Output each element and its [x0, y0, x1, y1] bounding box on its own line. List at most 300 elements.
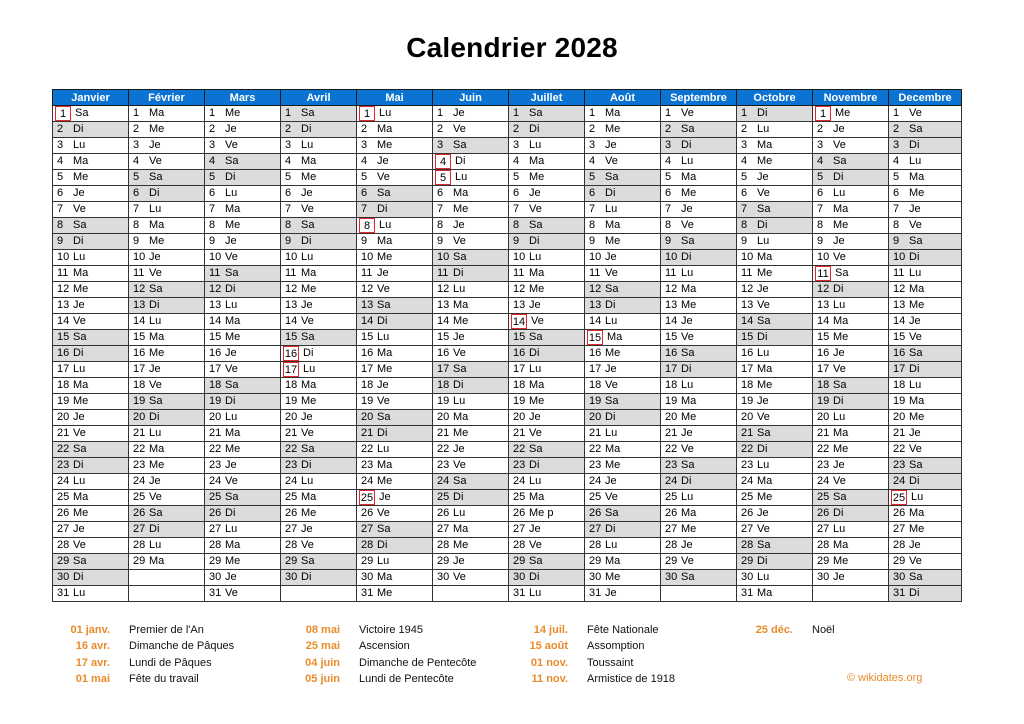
day-number: 14	[57, 315, 70, 327]
weekday-abbr: Ma	[605, 107, 621, 119]
day-number: 24	[589, 475, 602, 487]
day-number: 15	[893, 331, 906, 343]
weekday-abbr: Lu	[911, 491, 924, 503]
weekday-abbr: Je	[833, 571, 845, 583]
weekday-abbr: Di	[301, 235, 312, 247]
day-number: 22	[133, 443, 146, 455]
credit-link[interactable]: © wikidates.org	[847, 672, 923, 684]
day-number: 2	[361, 123, 368, 135]
day-cell	[281, 362, 357, 378]
day-cell	[585, 410, 661, 426]
day-cell	[889, 458, 962, 474]
weekday-abbr: Ma	[681, 507, 697, 519]
day-cell	[433, 538, 509, 554]
day-cell	[661, 106, 737, 122]
day-number: 20	[133, 411, 146, 423]
day-cell	[357, 522, 433, 538]
day-cell	[661, 538, 737, 554]
day-cell	[813, 538, 889, 554]
day-cell	[813, 458, 889, 474]
day-number: 23	[741, 459, 754, 471]
holiday-date: 01 mai	[75, 672, 110, 685]
day-number: 14	[361, 315, 374, 327]
day-number: 31	[209, 587, 222, 599]
weekday-abbr: Lu	[73, 251, 86, 263]
day-number: 8	[741, 219, 748, 231]
day-cell	[737, 330, 813, 346]
day-cell	[281, 394, 357, 410]
weekday-abbr: Di	[833, 395, 844, 407]
weekday-abbr: Lu	[377, 555, 390, 567]
day-cell	[357, 490, 433, 506]
day-number: 15	[741, 331, 754, 343]
day-cell	[205, 410, 281, 426]
weekday-abbr: Lu	[301, 139, 314, 151]
day-cell	[509, 330, 585, 346]
day-number: 5	[665, 171, 672, 183]
day-number: 17	[513, 363, 526, 375]
weekday-abbr: Sa	[73, 555, 87, 567]
month-header: Decembre	[889, 90, 962, 106]
day-number: 1	[741, 107, 748, 119]
weekday-abbr: Me	[301, 395, 317, 407]
weekday-abbr: Sa	[835, 267, 849, 279]
day-cell	[129, 106, 205, 122]
day-cell	[357, 250, 433, 266]
weekday-abbr: Di	[605, 411, 616, 423]
day-number: 13	[513, 299, 526, 311]
weekday-abbr: Di	[301, 123, 312, 135]
holiday-date: 25 mai	[305, 640, 340, 653]
day-cell	[129, 170, 205, 186]
weekday-abbr: Je	[681, 539, 693, 551]
day-cell	[737, 410, 813, 426]
day-cell	[281, 218, 357, 234]
weekday-abbr: Ve	[225, 251, 238, 263]
day-cell	[737, 522, 813, 538]
day-cell	[281, 122, 357, 138]
weekday-abbr: Ve	[909, 219, 922, 231]
day-cell	[585, 218, 661, 234]
day-cell	[129, 378, 205, 394]
weekday-abbr: Di	[455, 155, 466, 167]
weekday-abbr: Sa	[301, 443, 315, 455]
day-cell	[737, 362, 813, 378]
day-number: 14	[893, 315, 906, 327]
day-cell	[737, 266, 813, 282]
day-cell	[129, 410, 205, 426]
weekday-abbr: Je	[757, 171, 769, 183]
weekday-abbr: Ma	[681, 283, 697, 295]
weekday-abbr: Ma	[149, 107, 165, 119]
day-row	[53, 586, 962, 602]
day-number: 18	[741, 379, 754, 391]
weekday-abbr: Me	[377, 363, 393, 375]
weekday-abbr: Di	[149, 299, 160, 311]
day-number: 20	[285, 411, 298, 423]
day-cell	[889, 346, 962, 362]
empty-cell	[129, 570, 205, 586]
weekday-abbr: Me	[757, 155, 773, 167]
day-cell	[357, 538, 433, 554]
day-cell	[205, 570, 281, 586]
day-cell	[129, 218, 205, 234]
day-number: 1	[209, 107, 216, 119]
weekday-abbr: Sa	[909, 347, 923, 359]
holiday-day-number: 1	[55, 106, 71, 121]
day-number: 10	[665, 251, 678, 263]
day-cell	[53, 570, 129, 586]
day-cell	[737, 570, 813, 586]
day-number: 15	[437, 331, 450, 343]
weekday-abbr: Ve	[225, 363, 238, 375]
day-number: 19	[285, 395, 298, 407]
holiday-name: Victoire 1945	[359, 624, 424, 636]
day-cell	[661, 186, 737, 202]
weekday-abbr: Je	[225, 459, 237, 471]
day-number: 19	[741, 395, 754, 407]
holiday-date: 05 juin	[305, 672, 340, 685]
weekday-abbr: Me	[149, 459, 165, 471]
holiday-item	[282, 655, 476, 671]
day-cell	[889, 250, 962, 266]
weekday-abbr: Ve	[301, 427, 314, 439]
day-number: 16	[817, 347, 830, 359]
day-cell	[53, 378, 129, 394]
day-cell	[889, 506, 962, 522]
weekday-abbr: Sa	[301, 107, 315, 119]
holiday-day-number: 1	[359, 106, 375, 121]
day-row	[53, 538, 962, 554]
day-number: 16	[589, 347, 602, 359]
day-cell	[53, 346, 129, 362]
weekday-abbr: Ma	[681, 395, 697, 407]
holiday-name: Dimanche de Pentecôte	[359, 656, 477, 669]
weekday-abbr: Di	[909, 139, 920, 151]
day-number: 10	[209, 251, 222, 263]
weekday-abbr: Ma	[225, 315, 241, 327]
day-number: 10	[817, 251, 830, 263]
weekday-abbr: Je	[225, 347, 237, 359]
day-number: 4	[57, 155, 64, 167]
weekday-abbr: Ve	[757, 299, 770, 311]
weekday-abbr: Sa	[301, 331, 315, 343]
day-number: 5	[57, 171, 64, 183]
weekday-abbr: Sa	[225, 155, 239, 167]
weekday-abbr: Sa	[529, 555, 543, 567]
day-number: 26	[665, 507, 678, 519]
day-number: 18	[57, 379, 70, 391]
day-cell	[53, 474, 129, 490]
holiday-date: 04 juin	[305, 656, 340, 669]
weekday-abbr: Ma	[605, 219, 621, 231]
weekday-abbr: Di	[377, 427, 388, 439]
day-cell	[737, 346, 813, 362]
day-number: 30	[361, 571, 374, 583]
day-number: 28	[285, 539, 298, 551]
day-number: 28	[361, 539, 374, 551]
day-number: 19	[665, 395, 678, 407]
weekday-abbr: Ma	[757, 251, 773, 263]
day-number: 27	[437, 523, 450, 535]
weekday-abbr: Lu	[303, 363, 316, 375]
day-number: 9	[285, 235, 292, 247]
weekday-abbr: Me	[529, 283, 545, 295]
day-number: 14	[665, 315, 678, 327]
holiday-column	[52, 622, 234, 687]
holiday-day-number: 25	[360, 492, 374, 504]
day-cell	[585, 250, 661, 266]
day-cell	[53, 506, 129, 522]
day-number: 17	[133, 363, 146, 375]
holiday-item	[510, 655, 675, 671]
day-cell	[53, 250, 129, 266]
weekday-abbr: Me	[835, 107, 851, 119]
day-number: 7	[285, 203, 292, 215]
day-number: 12	[513, 283, 526, 295]
holiday-item	[510, 671, 675, 687]
weekday-abbr: Di	[453, 267, 464, 279]
day-number: 26	[741, 507, 754, 519]
day-cell	[585, 362, 661, 378]
day-number: 26	[57, 507, 70, 519]
day-cell	[129, 346, 205, 362]
day-cell	[661, 554, 737, 570]
weekday-abbr: Ve	[681, 443, 694, 455]
day-number: 15	[513, 331, 526, 343]
weekday-abbr: Me	[833, 555, 849, 567]
day-cell	[585, 490, 661, 506]
day-cell	[585, 474, 661, 490]
day-cell	[357, 362, 433, 378]
day-cell	[281, 298, 357, 314]
day-number: 19	[209, 395, 222, 407]
weekday-abbr: Me	[605, 235, 621, 247]
day-cell	[813, 378, 889, 394]
day-number: 9	[817, 235, 824, 247]
month-header: Avril	[281, 90, 357, 106]
day-number: 28	[665, 539, 678, 551]
day-cell	[661, 394, 737, 410]
weekday-abbr: Di	[833, 283, 844, 295]
day-cell	[585, 266, 661, 282]
day-cell	[813, 410, 889, 426]
weekday-abbr: Ve	[909, 107, 922, 119]
day-number: 12	[589, 283, 602, 295]
weekday-abbr: Di	[149, 411, 160, 423]
weekday-abbr: Sa	[377, 299, 391, 311]
day-number: 3	[665, 139, 672, 151]
day-number: 8	[57, 219, 64, 231]
weekday-abbr: Je	[605, 251, 617, 263]
weekday-abbr: Me	[605, 459, 621, 471]
day-cell	[129, 426, 205, 442]
day-number: 25	[209, 491, 222, 503]
day-cell	[585, 170, 661, 186]
weekday-abbr: Lu	[73, 139, 86, 151]
calendar-table	[52, 89, 962, 602]
day-number: 4	[133, 155, 140, 167]
day-number: 26	[209, 507, 222, 519]
day-cell	[53, 186, 129, 202]
holiday-item	[282, 622, 476, 638]
day-number: 29	[133, 555, 146, 567]
day-cell	[585, 554, 661, 570]
day-number: 7	[741, 203, 748, 215]
day-number: 2	[817, 123, 824, 135]
day-cell	[281, 410, 357, 426]
day-number: 26	[437, 507, 450, 519]
weekday-abbr: Je	[909, 203, 921, 215]
day-cell	[509, 570, 585, 586]
day-number: 10	[589, 251, 602, 263]
weekday-abbr: Lu	[909, 379, 922, 391]
day-number: 25	[665, 491, 678, 503]
day-cell	[661, 426, 737, 442]
holiday-name: Dimanche de Pâques	[129, 640, 235, 653]
weekday-abbr: Ve	[757, 523, 770, 535]
day-cell	[53, 330, 129, 346]
day-cell	[585, 234, 661, 250]
day-cell	[357, 106, 433, 122]
day-cell	[433, 282, 509, 298]
weekday-abbr: Me	[149, 347, 165, 359]
day-cell	[509, 586, 585, 602]
day-number: 17	[437, 363, 450, 375]
day-cell	[737, 586, 813, 602]
day-cell	[585, 122, 661, 138]
weekday-abbr: Ve	[225, 587, 238, 599]
day-number: 9	[361, 235, 368, 247]
weekday-abbr: Je	[149, 475, 161, 487]
weekday-abbr: Je	[73, 523, 85, 535]
day-number: 4	[893, 155, 900, 167]
day-cell	[509, 218, 585, 234]
weekday-abbr: Di	[377, 315, 388, 327]
weekday-abbr: Lu	[377, 331, 390, 343]
day-cell	[509, 346, 585, 362]
day-number: 11	[513, 267, 525, 279]
day-cell	[53, 442, 129, 458]
holiday-name: Lundi de Pentecôte	[359, 672, 454, 685]
weekday-abbr: Di	[73, 571, 84, 583]
holiday-item	[735, 622, 835, 638]
day-cell	[281, 266, 357, 282]
weekday-abbr: Sa	[757, 427, 771, 439]
month-header: Mai	[357, 90, 433, 106]
day-cell	[205, 106, 281, 122]
day-cell	[433, 426, 509, 442]
day-cell	[889, 538, 962, 554]
weekday-abbr: Ve	[453, 235, 466, 247]
day-number: 10	[437, 251, 450, 263]
day-cell	[129, 538, 205, 554]
weekday-abbr: Je	[377, 267, 389, 279]
day-cell	[205, 362, 281, 378]
day-cell	[661, 266, 737, 282]
holiday-date: 16 avr.	[75, 640, 110, 653]
day-cell	[737, 394, 813, 410]
weekday-abbr: Je	[681, 427, 693, 439]
day-number: 8	[437, 219, 444, 231]
weekday-abbr: Lu	[529, 587, 542, 599]
day-cell	[509, 314, 585, 330]
day-number: 10	[285, 251, 298, 263]
weekday-abbr: Lu	[605, 203, 618, 215]
weekday-abbr: Ma	[909, 171, 925, 183]
day-cell	[585, 570, 661, 586]
day-cell	[509, 458, 585, 474]
day-number: 24	[513, 475, 526, 487]
month-header-row	[53, 90, 962, 106]
day-number: 16	[57, 347, 70, 359]
day-cell	[205, 490, 281, 506]
day-cell	[281, 442, 357, 458]
day-cell	[889, 202, 962, 218]
day-cell	[281, 202, 357, 218]
day-number: 15	[133, 331, 146, 343]
weekday-abbr: Ve	[757, 411, 770, 423]
weekday-abbr: Ve	[833, 475, 846, 487]
day-cell	[661, 154, 737, 170]
day-number: 6	[437, 187, 444, 199]
weekday-abbr: Ve	[605, 379, 618, 391]
holiday-item	[510, 622, 675, 638]
day-cell	[813, 154, 889, 170]
day-cell	[281, 234, 357, 250]
weekday-abbr: Lu	[225, 523, 238, 535]
day-number: 8	[133, 219, 140, 231]
weekday-abbr: Lu	[833, 187, 846, 199]
weekday-abbr: Sa	[149, 507, 163, 519]
empty-cell	[661, 586, 737, 602]
day-cell	[813, 474, 889, 490]
day-number: 15	[57, 331, 70, 343]
day-cell	[433, 170, 509, 186]
day-number: 24	[893, 475, 906, 487]
page-title: Calendrier 2028	[406, 32, 618, 63]
day-cell	[205, 266, 281, 282]
day-number: 24	[361, 475, 374, 487]
day-number: 4	[589, 155, 596, 167]
day-number: 31	[589, 587, 602, 599]
day-number: 21	[209, 427, 222, 439]
day-number: 30	[285, 571, 298, 583]
day-cell	[205, 250, 281, 266]
day-number: 30	[209, 571, 222, 583]
day-cell	[53, 314, 129, 330]
weekday-abbr: Sa	[833, 155, 847, 167]
day-cell	[205, 474, 281, 490]
day-cell	[53, 586, 129, 602]
day-cell	[889, 378, 962, 394]
day-number: 12	[817, 283, 830, 295]
day-number: 28	[741, 539, 754, 551]
day-number: 19	[437, 395, 450, 407]
day-number: 29	[513, 555, 526, 567]
holiday-date: 11 nov.	[531, 672, 568, 685]
day-number: 15	[361, 331, 374, 343]
weekday-abbr: Me	[225, 331, 241, 343]
day-number: 11	[893, 267, 905, 279]
weekday-abbr: Sa	[301, 555, 315, 567]
day-cell	[205, 554, 281, 570]
day-cell	[433, 394, 509, 410]
day-cell	[737, 202, 813, 218]
day-cell	[205, 586, 281, 602]
day-cell	[205, 234, 281, 250]
day-cell	[129, 122, 205, 138]
